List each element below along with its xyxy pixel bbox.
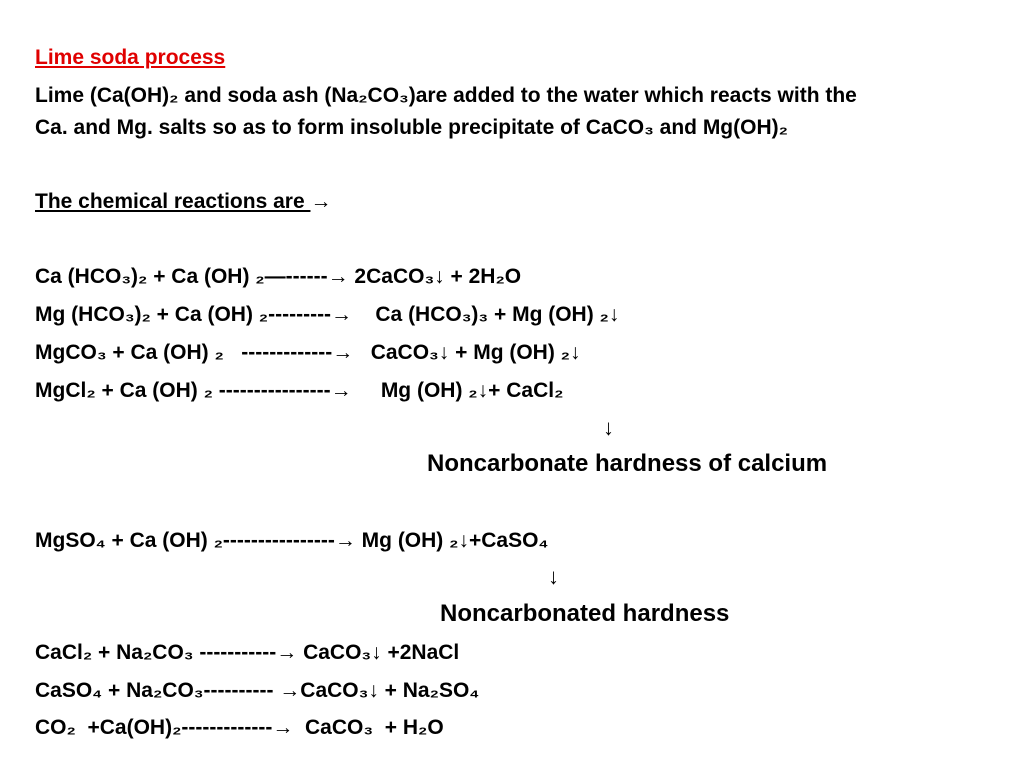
note-noncarbonate-hardness-calcium: Noncarbonate hardness of calcium (427, 450, 828, 477)
reaction-calcium-sulfate: CaSO₄ + Na₂CO₃---------- →CaCO₃↓ + Na₂SO₄ (35, 679, 480, 702)
reactions-heading-arrow: → (310, 190, 332, 213)
note-noncarbonated-hardness: Noncarbonated hardness (440, 600, 730, 627)
down-arrow-icon: ↓ (603, 415, 614, 440)
reaction-calcium-bicarbonate: Ca (HCO₃)₂ + Ca (OH) ₂—------→ 2CaCO₃↓ + 2H₂O (35, 265, 522, 288)
reaction-carbon-dioxide: CO₂ +Ca(OH)₂-------------→ CaCO₃ + H₂O (35, 716, 444, 739)
reaction-magnesium-bicarbonate: Mg (HCO₃)₂ + Ca (OH) ₂---------→ Ca (HCO₃)₃ + Mg (OH) ₂↓ (35, 303, 620, 326)
intro-line-2: Ca. and Mg. salts so as to form insoluble precipitate of CaCO₃ and Mg(OH)₂ (35, 116, 788, 139)
down-arrow-icon: ↓ (548, 564, 559, 589)
reaction-magnesium-chloride: MgCl₂ + Ca (OH) ₂ ----------------→ Mg (OH) ₂↓+ CaCl₂ (35, 379, 564, 402)
reaction-magnesium-sulfate: MgSO₄ + Ca (OH) ₂----------------→ Mg (OH) ₂↓+CaSO₄ (35, 529, 549, 552)
reactions-heading (35, 191, 331, 212)
intro-line-1: Lime (Ca(OH)₂ and soda ash (Na₂CO₃)are added to the water which reacts with the (35, 84, 857, 107)
reaction-magnesium-carbonate: MgCO₃ + Ca (OH) ₂ -------------→ CaCO₃↓ + Mg (OH) ₂↓ (35, 341, 581, 364)
reactions-heading-text: The chemical reactions are (35, 190, 311, 213)
page-title: Lime soda process (35, 46, 226, 69)
reaction-calcium-chloride: CaCl₂ + Na₂CO₃ -----------→ CaCO₃↓ +2NaCl (35, 641, 460, 664)
